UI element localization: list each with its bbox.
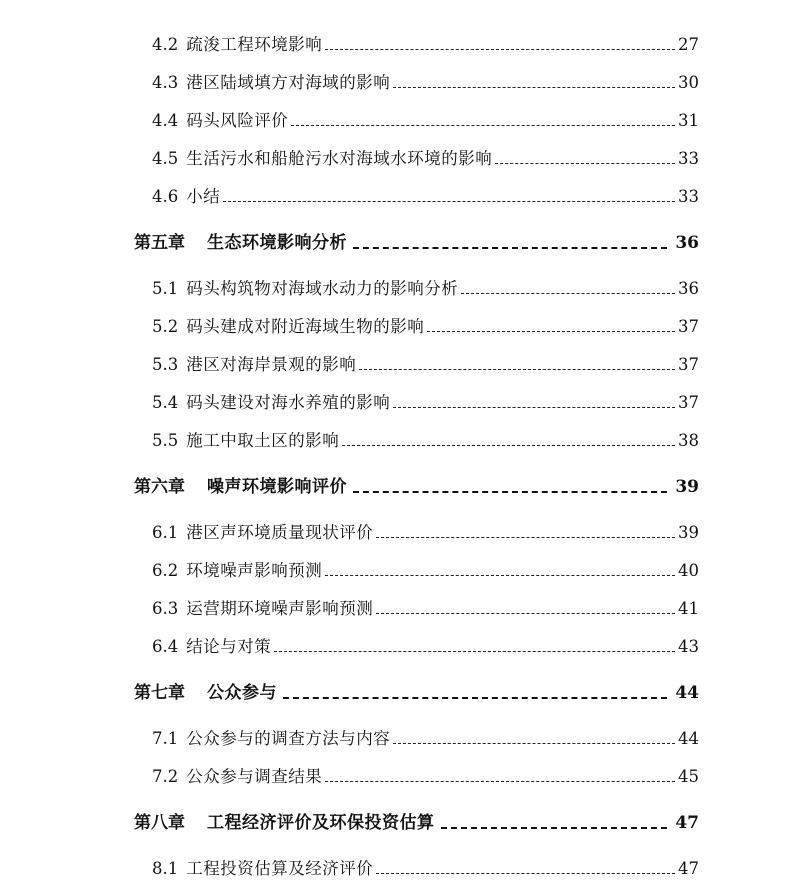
section-number: 5.2 (152, 317, 179, 336)
page-number: 37 (678, 317, 699, 336)
section-number: 6.1 (152, 523, 179, 542)
toc-section-row[interactable] (152, 426, 699, 452)
toc-section-row[interactable] (152, 518, 699, 544)
section-title: 公众参与的调查方法与内容 (186, 729, 391, 748)
dot-leader (325, 574, 675, 576)
toc-section-row[interactable] (152, 274, 699, 300)
toc-section-row[interactable] (152, 182, 699, 208)
page-number: 47 (678, 859, 699, 878)
toc-section-row[interactable] (152, 388, 699, 414)
chapter-title: 生态环境影响分析 (207, 233, 347, 253)
page-number: 43 (678, 637, 699, 656)
toc-section-row[interactable] (152, 556, 699, 582)
section-number: 5.5 (152, 431, 179, 450)
section-number: 6.2 (152, 561, 179, 580)
toc-chapter-row[interactable] (134, 678, 699, 704)
page-number: 27 (678, 35, 699, 54)
toc-section-row[interactable] (152, 762, 699, 788)
page-number: 47 (675, 813, 699, 833)
section-number: 7.2 (152, 767, 179, 786)
toc-section-row[interactable] (152, 144, 699, 170)
page-number: 41 (678, 599, 699, 618)
chapter-number: 第七章 (134, 683, 185, 703)
dot-leader (274, 650, 675, 652)
dot-leader (359, 368, 675, 370)
dot-leader (353, 246, 667, 249)
page-number: 37 (678, 393, 699, 412)
section-number: 7.1 (152, 729, 179, 748)
section-title: 生活污水和船舱污水对海域水环境的影响 (186, 149, 493, 168)
dot-leader (393, 742, 675, 744)
section-number: 4.4 (152, 111, 179, 130)
section-title: 公众参与调查结果 (186, 767, 323, 786)
section-number: 4.6 (152, 187, 179, 206)
page-number: 33 (678, 187, 699, 206)
dot-leader (283, 696, 667, 699)
dot-leader (376, 536, 675, 538)
section-title: 环境噪声影响预测 (186, 561, 323, 580)
dot-leader (376, 872, 675, 874)
section-title: 港区对海岸景观的影响 (186, 355, 357, 374)
toc-section-row[interactable] (152, 106, 699, 132)
toc-section-row[interactable] (152, 594, 699, 620)
dot-leader (393, 86, 675, 88)
section-title: 结论与对策 (186, 637, 272, 656)
page-number: 38 (678, 431, 699, 450)
page-number: 33 (678, 149, 699, 168)
section-title: 码头建成对附近海域生物的影响 (186, 317, 425, 336)
dot-leader (342, 444, 675, 446)
section-number: 4.5 (152, 149, 179, 168)
section-number: 5.4 (152, 393, 179, 412)
page-number: 37 (678, 355, 699, 374)
toc-chapter-row[interactable] (134, 472, 699, 498)
dot-leader (495, 162, 675, 164)
chapter-number: 第八章 (134, 813, 185, 833)
toc-chapter-row[interactable] (134, 228, 699, 254)
toc-section-row[interactable] (152, 854, 699, 880)
section-number: 6.4 (152, 637, 179, 656)
dot-leader (325, 780, 675, 782)
chapter-number: 第五章 (134, 233, 185, 253)
dot-leader (376, 612, 675, 614)
section-number: 6.3 (152, 599, 179, 618)
page-number: 36 (675, 233, 699, 253)
toc-section-row[interactable] (152, 68, 699, 94)
section-title: 小结 (186, 187, 221, 206)
dot-leader (325, 48, 675, 50)
page-number: 44 (675, 683, 699, 703)
section-title: 码头建设对海水养殖的影响 (186, 393, 391, 412)
dot-leader (427, 330, 675, 332)
dot-leader (393, 406, 675, 408)
page-number: 40 (678, 561, 699, 580)
section-title: 港区陆域填方对海域的影响 (186, 73, 391, 92)
dot-leader (441, 826, 668, 829)
dot-leader (461, 292, 675, 294)
page-number: 45 (678, 767, 699, 786)
chapter-title: 工程经济评价及环保投资估算 (207, 813, 435, 833)
section-title: 施工中取土区的影响 (186, 431, 340, 450)
page-number: 30 (678, 73, 699, 92)
toc-section-row[interactable] (152, 724, 699, 750)
section-number: 4.3 (152, 73, 179, 92)
section-title: 码头构筑物对海域水动力的影响分析 (186, 279, 459, 298)
section-title: 工程投资估算及经济评价 (186, 859, 374, 878)
chapter-title: 噪声环境影响评价 (207, 477, 347, 497)
page-number: 44 (678, 729, 699, 748)
chapter-title: 公众参与 (207, 683, 277, 703)
toc-section-row[interactable] (152, 350, 699, 376)
section-number: 5.1 (152, 279, 179, 298)
section-number: 8.1 (152, 859, 179, 878)
toc-section-row[interactable] (152, 632, 699, 658)
section-number: 4.2 (152, 35, 179, 54)
section-title: 疏浚工程环境影响 (186, 35, 323, 54)
page-number: 31 (678, 111, 699, 130)
section-number: 5.3 (152, 355, 179, 374)
page-number: 36 (678, 279, 699, 298)
chapter-number: 第六章 (134, 477, 185, 497)
dot-leader (223, 200, 675, 202)
dot-leader (291, 124, 675, 126)
page-number: 39 (678, 523, 699, 542)
page-number: 39 (675, 477, 699, 497)
toc-section-row[interactable] (152, 312, 699, 338)
toc-section-row[interactable] (152, 30, 699, 56)
section-title: 港区声环境质量现状评价 (186, 523, 374, 542)
section-title: 运营期环境噪声影响预测 (186, 599, 374, 618)
section-title: 码头风险评价 (186, 111, 289, 130)
dot-leader (353, 490, 667, 493)
toc-chapter-row[interactable] (134, 808, 699, 834)
